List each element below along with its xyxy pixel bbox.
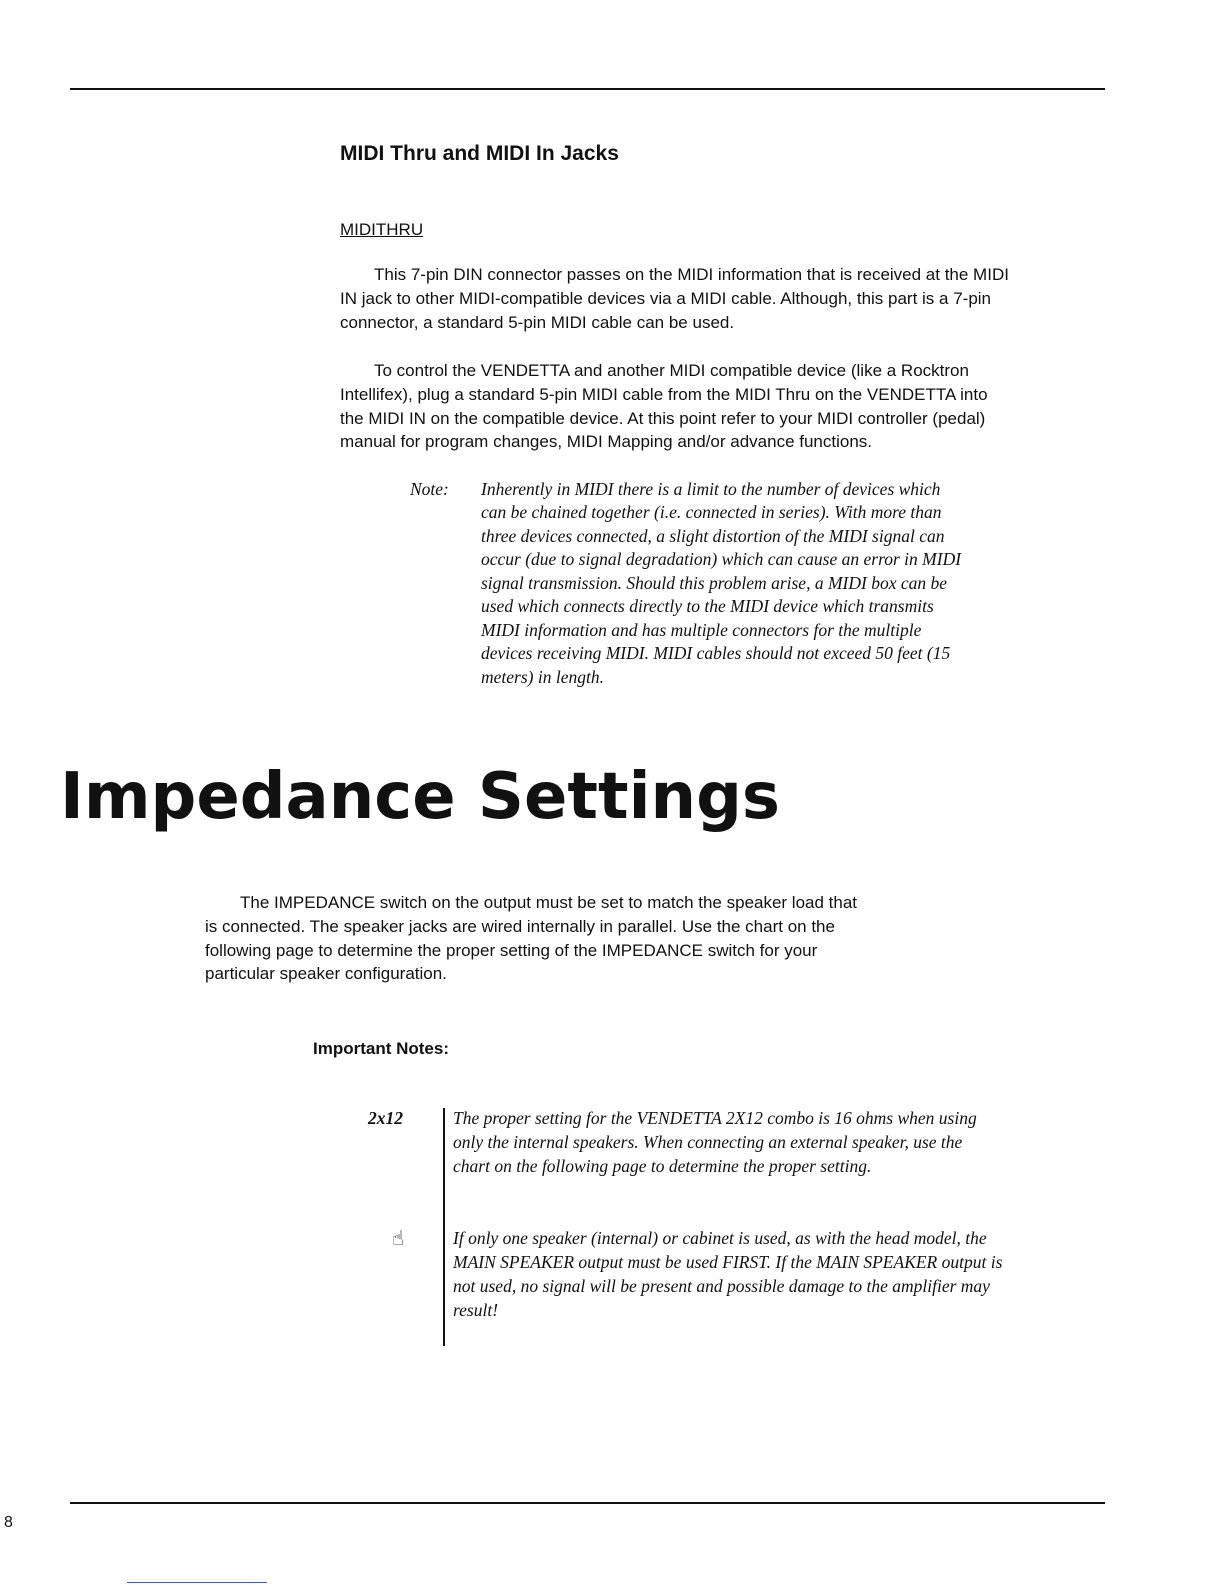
note-label: Note: bbox=[410, 479, 449, 499]
text-line: is connected. The speaker jacks are wired internally in parallel. Use the chart on the bbox=[205, 917, 835, 936]
text-line: occur (due to signal degradation) which can cause an error in MIDI bbox=[481, 549, 962, 569]
text-line: three devices connected, a slight distortion of the MIDI signal can bbox=[481, 526, 945, 546]
text-line: signal transmission. Should this problem arise, a MIDI box can be bbox=[481, 573, 947, 593]
text-line: particular speaker configuration. bbox=[205, 964, 447, 983]
main-title: Impedance Settings bbox=[60, 760, 780, 834]
page-number: 8 bbox=[4, 1514, 13, 1531]
text-line: not used, no signal will be present and possible damage to the amplifier may bbox=[453, 1276, 990, 1296]
text-line: meters) in length. bbox=[481, 667, 604, 687]
note-label-2x12: 2x12 bbox=[368, 1108, 403, 1128]
blue-mark bbox=[127, 1582, 267, 1583]
section-title: MIDI Thru and MIDI In Jacks bbox=[340, 142, 619, 165]
text-line: This 7-pin DIN connector passes on the MIDI information that is received at the MIDI bbox=[374, 265, 1009, 284]
important-heading: Important Notes: bbox=[313, 1039, 449, 1058]
text-line: devices receiving MIDI. MIDI cables should not exceed 50 feet (15 bbox=[481, 643, 951, 663]
text-line: result! bbox=[453, 1300, 499, 1320]
text-line: manual for program changes, MIDI Mapping and/or advance functions. bbox=[340, 432, 873, 451]
text-line: Intellifex), plug a standard 5-pin MIDI cable from the MIDI Thru on the VENDETTA into bbox=[340, 385, 988, 404]
text-line: The IMPEDANCE switch on the output must be set to match the speaker load that bbox=[240, 893, 858, 912]
text-line: To control the VENDETTA and another MIDI compatible device (like a Rocktron bbox=[374, 361, 969, 380]
bottom-rule bbox=[70, 1502, 1105, 1504]
subheading: MIDITHRU bbox=[340, 220, 424, 239]
text-line: chart on the following page to determine the proper setting. bbox=[453, 1156, 872, 1176]
text-line: can be chained together (i.e. connected in series). With more than bbox=[481, 502, 942, 522]
text-line: MIDI information and has multiple connectors for the multiple bbox=[481, 620, 922, 640]
text-line: the MIDI IN on the compatible device. At this point refer to your MIDI controller (pedal) bbox=[340, 409, 986, 428]
text-line: The proper setting for the VENDETTA 2X12 combo is 16 ohms when using bbox=[453, 1108, 977, 1128]
notes-divider bbox=[443, 1108, 445, 1346]
text-line: IN jack to other MIDI-compatible devices via a MIDI cable. Although, this part is a 7-pin bbox=[340, 289, 992, 308]
text-line: If only one speaker (internal) or cabinet is used, as with the head model, the bbox=[453, 1228, 987, 1248]
top-rule bbox=[70, 88, 1105, 90]
text-line: following page to determine the proper setting of the IMPEDANCE switch for your bbox=[205, 941, 818, 960]
text-line: Inherently in MIDI there is a limit to the number of devices which bbox=[481, 479, 941, 499]
text-line: MAIN SPEAKER output must be used FIRST. If the MAIN SPEAKER output is bbox=[453, 1252, 1003, 1272]
pointing-hand-icon: ☝ bbox=[392, 1226, 405, 1250]
text-line: used which connects directly to the MIDI device which transmits bbox=[481, 596, 934, 616]
text-line: connector, a standard 5-pin MIDI cable can be used. bbox=[340, 313, 735, 332]
text-line: only the internal speakers. When connecting an external speaker, use the bbox=[453, 1132, 963, 1152]
